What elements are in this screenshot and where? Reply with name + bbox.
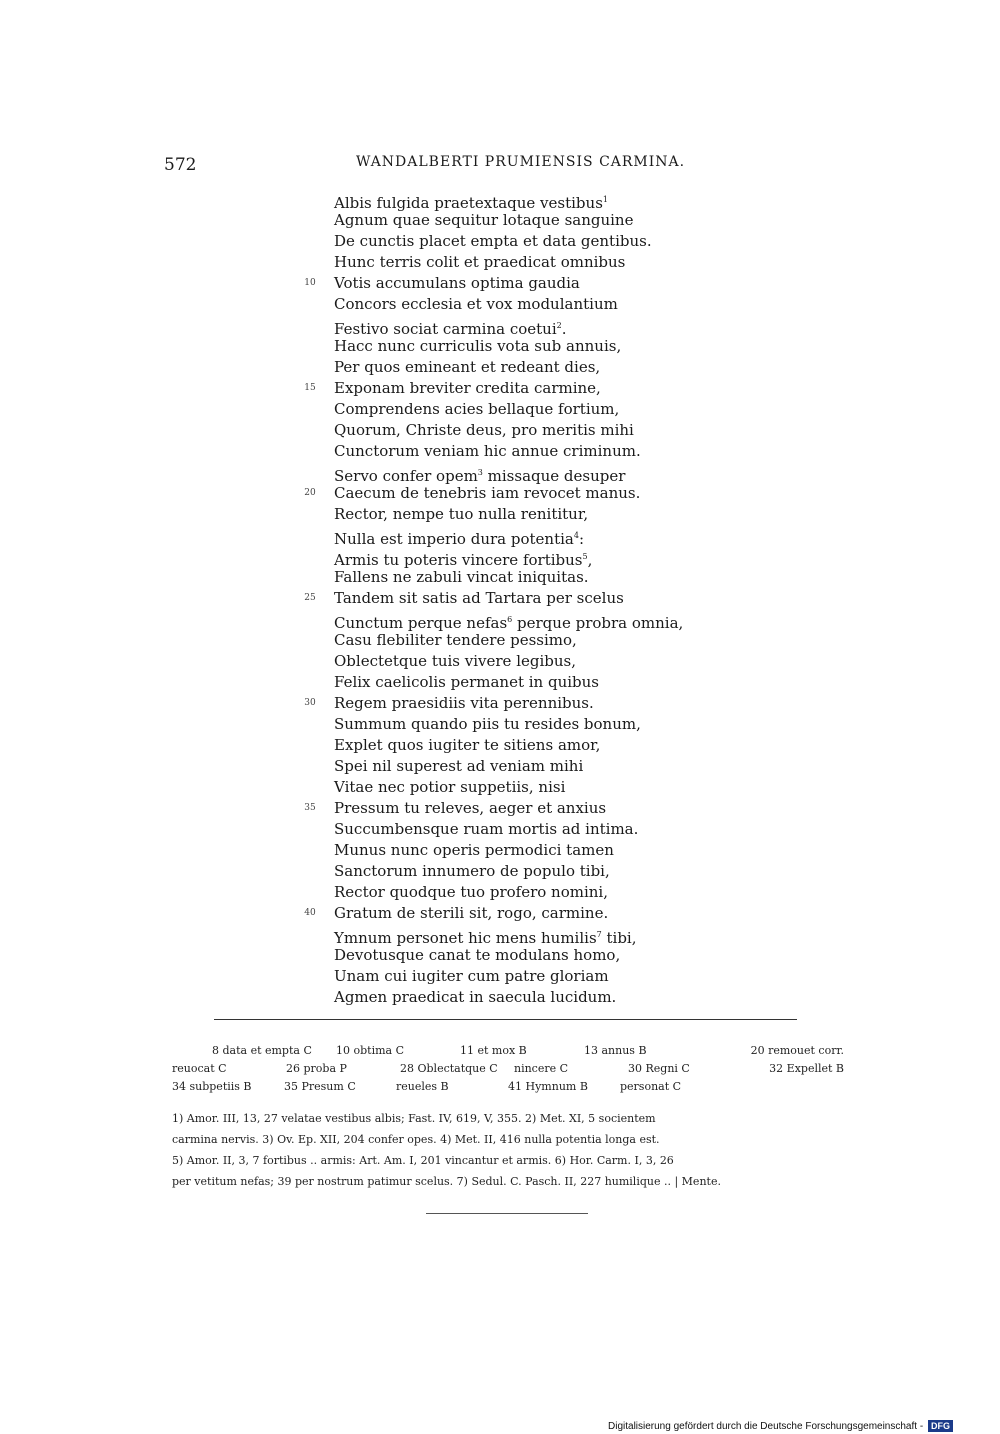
line-number: 10 xyxy=(304,278,316,288)
verse-line xyxy=(334,231,683,252)
apparatus-entry: 28 Oblectatque C xyxy=(400,1062,498,1075)
verse-line xyxy=(334,756,683,777)
verse-text: De cunctis placet empta et data gentibus. xyxy=(334,232,652,250)
verse-line xyxy=(304,903,683,924)
verse-text: Rector, nempe tuo nulla renititur, xyxy=(334,505,589,523)
apparatus-entry: 32 Expellet B xyxy=(769,1062,844,1075)
divider-rule-short xyxy=(426,1213,588,1214)
page-number: 572 xyxy=(164,155,197,175)
verse-line xyxy=(334,966,683,987)
footnote-marker: 7 xyxy=(596,930,602,939)
verse-text: Cunctorum veniam hic annue criminum. xyxy=(334,442,641,460)
verse-text: Summum quando piis tu resides bonum, xyxy=(334,715,641,733)
verse-text: Vitae nec potior suppetiis, nisi xyxy=(334,778,566,796)
verse-line xyxy=(334,336,683,357)
verse-line xyxy=(334,357,683,378)
footnote-marker: 1 xyxy=(602,195,608,204)
verse-text: Succumbensque ruam mortis ad intima. xyxy=(334,820,639,838)
verse-text: Munus nunc operis permodici tamen xyxy=(334,841,614,859)
apparatus-row xyxy=(172,1078,844,1096)
poem xyxy=(304,189,684,1008)
verse-line xyxy=(334,672,683,693)
digitization-credit xyxy=(608,1420,953,1432)
verse-text: Regem praesidiis vita perennibus. xyxy=(334,694,594,712)
verse-text: Ymnum personet hic mens humilis xyxy=(334,929,597,947)
line-number: 20 xyxy=(304,488,316,498)
footnote-line: 1) Amor. III, 13, 27 velatae vestibus albis; Fast. IV, 619, V, 355. 2) Met. XI, 5 socientem xyxy=(172,1112,656,1125)
verse-line xyxy=(334,882,683,903)
verse-text: Gratum de sterili sit, rogo, carmine. xyxy=(334,904,609,922)
apparatus-entry: reuocat C xyxy=(172,1062,227,1075)
verse-text: Concors ecclesia et vox modulantium xyxy=(334,295,618,313)
dfg-logo: DFG xyxy=(928,1420,953,1432)
verse-text-continued: . xyxy=(561,320,567,338)
verse-text: Spei nil superest ad veniam mihi xyxy=(334,757,584,775)
verse-line xyxy=(334,189,683,210)
verse-text: Hacc nunc curriculis vota sub annuis, xyxy=(334,337,622,355)
verse-line xyxy=(334,525,683,546)
verse-text: Agmen praedicat in saecula lucidum. xyxy=(334,988,617,1006)
verse-text-continued: : xyxy=(578,530,584,548)
footnote-line: per vetitum nefas; 39 per nostrum patimur scelus. 7) Sedul. C. Pasch. II, 227 humilique .. | Mente. xyxy=(172,1175,721,1188)
verse-line xyxy=(334,819,683,840)
apparatus-entry: reueles B xyxy=(396,1080,449,1093)
verse-text: Votis accumulans optima gaudia xyxy=(334,274,580,292)
verse-text: Sanctorum innumero de populo tibi, xyxy=(334,862,610,880)
apparatus-entry: 20 remouet corr. xyxy=(750,1044,844,1057)
verse-text: Rector quodque tuo profero nomini, xyxy=(334,883,608,901)
verse-text: Quorum, Christe deus, pro meritis mihi xyxy=(334,421,634,439)
apparatus-row xyxy=(172,1060,844,1078)
verse-line xyxy=(334,315,683,336)
verse-line xyxy=(334,630,683,651)
verse-line xyxy=(334,567,683,588)
verse-text: Pressum tu releves, aeger et anxius xyxy=(334,799,607,817)
verse-text: Casu flebiliter tendere pessimo, xyxy=(334,631,577,649)
critical-apparatus xyxy=(172,1042,844,1096)
apparatus-entry: 13 annus B xyxy=(584,1044,647,1057)
footnote-marker: 5 xyxy=(582,552,588,561)
verse-text: Fallens ne zabuli vincat iniquitas. xyxy=(334,568,589,586)
verse-text: Cunctum perque nefas xyxy=(334,614,508,632)
verse-line xyxy=(304,483,683,504)
verse-text: Unam cui iugiter cum patre gloriam xyxy=(334,967,609,985)
footnote-line: 5) Amor. II, 3, 7 fortibus .. armis: Art. Am. I, 201 vincantur et armis. 6) Hor. Carm. I, 3, 26 xyxy=(172,1154,674,1167)
footnotes xyxy=(172,1108,844,1192)
verse-line xyxy=(334,735,683,756)
verse-text-continued: , xyxy=(587,551,593,569)
verse-text: Hunc terris colit et praedicat omnibus xyxy=(334,253,626,271)
verse-text: Oblectetque tuis vivere legibus, xyxy=(334,652,577,670)
footnote-marker: 6 xyxy=(507,615,513,624)
footnote-marker: 3 xyxy=(477,468,483,477)
apparatus-row xyxy=(172,1042,844,1060)
verse-line xyxy=(334,420,683,441)
verse-line xyxy=(334,210,683,231)
apparatus-entry: 10 obtima C xyxy=(336,1044,404,1057)
verse-text-continued: perque probra omnia, xyxy=(512,614,684,632)
verse-line xyxy=(334,252,683,273)
verse-text: Devotusque canat te modulans homo, xyxy=(334,946,621,964)
verse-line xyxy=(304,798,683,819)
verse-line xyxy=(334,441,683,462)
verse-line xyxy=(334,924,683,945)
verse-text: Nulla est imperio dura potentia xyxy=(334,530,574,548)
apparatus-entry: 26 proba P xyxy=(286,1062,347,1075)
apparatus-entry: 11 et mox B xyxy=(460,1044,527,1057)
verse-line xyxy=(334,714,683,735)
verse-text-continued: tibi, xyxy=(601,929,637,947)
apparatus-entry: 35 Presum C xyxy=(284,1080,356,1093)
verse-text-continued: missaque desuper xyxy=(482,467,626,485)
footnote-marker: 4 xyxy=(573,531,579,540)
verse-text: Exponam breviter credita carmine, xyxy=(334,379,601,397)
verse-line xyxy=(334,462,683,483)
verse-text: Agnum quae sequitur lotaque sanguine xyxy=(334,211,634,229)
footnote-line: carmina nervis. 3) Ov. Ep. XII, 204 confer opes. 4) Met. II, 416 nulla potentia longa est. xyxy=(172,1133,660,1146)
verse-text: Comprendens acies bellaque fortium, xyxy=(334,400,620,418)
line-number: 35 xyxy=(304,803,316,813)
running-head: WANDALBERTI PRUMIENSIS CARMINA. xyxy=(356,154,686,170)
verse-text: Felix caelicolis permanet in quibus xyxy=(334,673,599,691)
verse-line xyxy=(334,945,683,966)
verse-line xyxy=(334,861,683,882)
apparatus-entry: 34 subpetiis B xyxy=(172,1080,252,1093)
verse-text: Explet quos iugiter te sitiens amor, xyxy=(334,736,601,754)
verse-text: Armis tu poteris vincere fortibus xyxy=(334,551,583,569)
line-number: 30 xyxy=(304,698,316,708)
verse-line xyxy=(334,609,683,630)
verse-text: Albis fulgida praetextaque vestibus xyxy=(334,194,603,212)
verse-text: Tandem sit satis ad Tartara per scelus xyxy=(334,589,624,607)
verse-line xyxy=(334,504,683,525)
apparatus-entry: 30 Regni C xyxy=(628,1062,690,1075)
credit-text: Digitalisierung gefördert durch die Deutsche Forschungsgemeinschaft - xyxy=(608,1421,924,1432)
verse-line xyxy=(334,294,683,315)
verse-text: Per quos emineant et redeant dies, xyxy=(334,358,601,376)
verse-line xyxy=(334,651,683,672)
line-number: 25 xyxy=(304,593,316,603)
verse-text: Servo confer opem xyxy=(334,467,478,485)
line-number: 40 xyxy=(304,908,316,918)
apparatus-entry: personat C xyxy=(620,1080,682,1093)
verse-line xyxy=(304,588,683,609)
verse-text: Festivo sociat carmina coetui xyxy=(334,320,557,338)
verse-line xyxy=(334,840,683,861)
verse-line xyxy=(334,987,683,1008)
verse-line xyxy=(334,777,683,798)
apparatus-entry: 8 data et empta C xyxy=(212,1044,312,1057)
verse-text: Caecum de tenebris iam revocet manus. xyxy=(334,484,641,502)
verse-line xyxy=(334,399,683,420)
divider-rule xyxy=(214,1019,797,1020)
apparatus-entry: nincere C xyxy=(514,1062,569,1075)
verse-line xyxy=(334,546,683,567)
footnote-marker: 2 xyxy=(556,321,562,330)
verse-line xyxy=(304,378,683,399)
verse-line xyxy=(304,273,683,294)
line-number: 15 xyxy=(304,383,316,393)
verse-line xyxy=(304,693,683,714)
apparatus-entry: 41 Hymnum B xyxy=(508,1080,588,1093)
